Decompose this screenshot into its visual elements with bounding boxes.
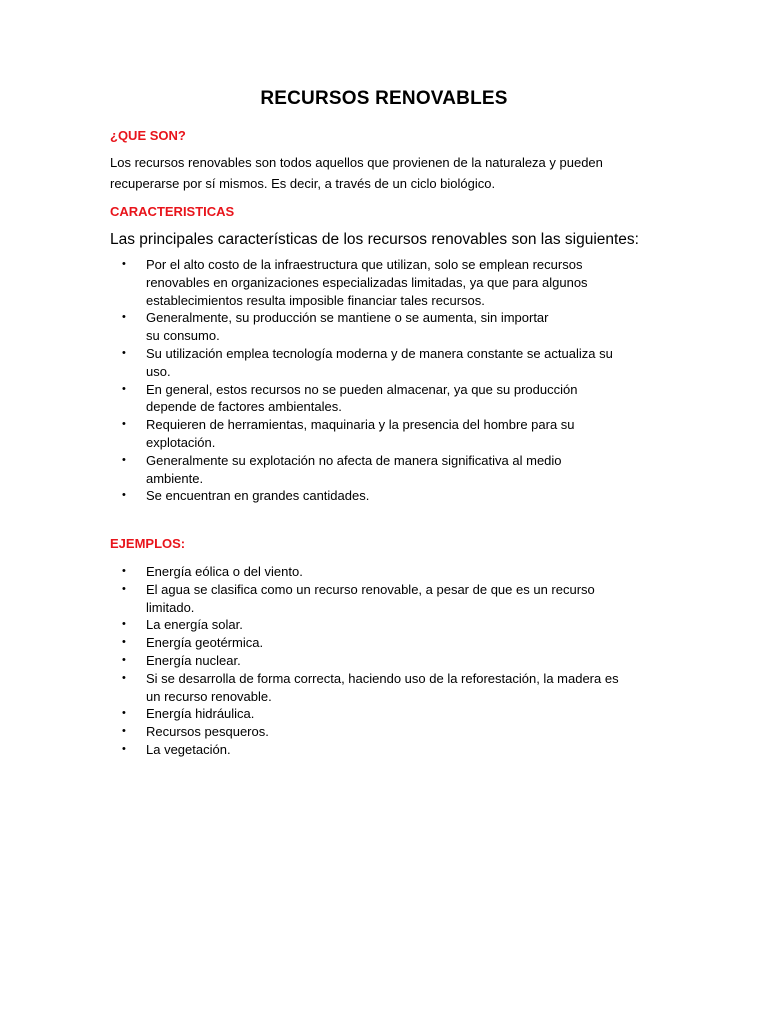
list-item bbox=[110, 670, 670, 706]
bullet-icon: • bbox=[122, 565, 126, 577]
list-item bbox=[110, 452, 650, 488]
list-item-line: Se encuentran en grandes cantidades. bbox=[146, 488, 370, 504]
list-item bbox=[110, 563, 670, 581]
list-item-line: Su utilización emplea tecnología moderna y de manera constante se actualiza su bbox=[146, 345, 613, 361]
list-item-line: establecimientos resulta imposible financiar tales recursos. bbox=[146, 292, 485, 308]
list-item-line: uso. bbox=[146, 363, 171, 379]
list-item-line: En general, estos recursos no se pueden almacenar, ya que su producción bbox=[146, 381, 578, 397]
bullet-icon: • bbox=[122, 582, 126, 595]
list-item bbox=[110, 741, 670, 759]
list-item-line: Generalmente, su producción se mantiene o se aumenta, sin importar bbox=[146, 310, 549, 326]
bullet-icon: • bbox=[122, 418, 126, 431]
list-item bbox=[110, 705, 670, 723]
list-item-line: Si se desarrolla de forma correcta, haciendo uso de la reforestación, la madera es bbox=[146, 670, 619, 686]
list-item-line: ambiente. bbox=[146, 470, 204, 486]
list-item-line: El agua se clasifica como un recurso renovable, a pesar de que es un recurso bbox=[146, 581, 595, 597]
list-item-line: Requieren de herramientas, maquinaria y la presencia del hombre para su bbox=[146, 417, 575, 433]
list-item-line: un recurso renovable. bbox=[146, 688, 272, 704]
list-item bbox=[110, 256, 650, 309]
list-item bbox=[110, 381, 650, 417]
que-son-line-1: Los recursos renovables son todos aquellos que provienen de la naturaleza y pueden bbox=[110, 155, 603, 170]
list-item-line: Generalmente su explotación no afecta de manera significativa al medio bbox=[146, 452, 562, 468]
bullet-icon: • bbox=[122, 346, 126, 359]
bullet-icon: • bbox=[122, 618, 126, 631]
section-heading-ejemplos: EJEMPLOS: bbox=[110, 536, 186, 551]
list-item-line: su consumo. bbox=[146, 328, 220, 344]
list-item-line: La energía solar. bbox=[146, 617, 243, 633]
bullet-icon: • bbox=[122, 382, 126, 395]
bullet-icon: • bbox=[122, 489, 126, 502]
list-item bbox=[110, 487, 650, 505]
list-item-line: Por el alto costo de la infraestructura que utilizan, solo se emplean recursos bbox=[146, 257, 583, 272]
bullet-icon: • bbox=[122, 653, 126, 666]
list-item bbox=[110, 309, 650, 345]
list-item bbox=[110, 416, 650, 452]
document-title: RECURSOS RENOVABLES bbox=[260, 88, 508, 109]
section-heading-que-son: ¿QUE SON? bbox=[110, 128, 186, 143]
list-item-line: limitado. bbox=[146, 599, 195, 615]
list-item bbox=[110, 616, 670, 634]
bullet-icon: • bbox=[122, 671, 126, 684]
bullet-icon: • bbox=[122, 258, 126, 270]
que-son-paragraph bbox=[110, 152, 670, 194]
list-item-line: depende de factores ambientales. bbox=[146, 399, 342, 415]
bullet-icon: • bbox=[122, 453, 126, 466]
bullet-icon: • bbox=[122, 311, 126, 324]
list-item bbox=[110, 345, 650, 381]
bullet-icon: • bbox=[122, 725, 126, 738]
list-item bbox=[110, 581, 670, 617]
list-item-line: renovables en organizaciones especializadas limitadas, ya que para algunos bbox=[146, 274, 588, 290]
que-son-line-2: recuperarse por sí mismos. Es decir, a través de un ciclo biológico. bbox=[110, 176, 496, 191]
list-item bbox=[110, 634, 670, 652]
list-item-line: Energía hidráulica. bbox=[146, 706, 255, 722]
list-item-line: explotación. bbox=[146, 434, 216, 450]
bullet-icon: • bbox=[122, 707, 126, 720]
list-item-line: Energía eólica o del viento. bbox=[146, 564, 303, 579]
section-heading-caracteristicas: CARACTERISTICAS bbox=[110, 204, 235, 219]
bullet-icon: • bbox=[122, 742, 126, 755]
caracteristicas-intro: Las principales características de los recursos renovables son las siguientes: bbox=[110, 231, 639, 248]
caracteristicas-list bbox=[110, 256, 650, 505]
ejemplos-list bbox=[110, 563, 670, 759]
list-item-line: La vegetación. bbox=[146, 741, 231, 757]
list-item bbox=[110, 652, 670, 670]
list-item-line: Recursos pesqueros. bbox=[146, 724, 269, 740]
list-item bbox=[110, 723, 670, 741]
list-item-line: Energía nuclear. bbox=[146, 652, 241, 668]
list-item-line: Energía geotérmica. bbox=[146, 635, 264, 651]
bullet-icon: • bbox=[122, 636, 126, 649]
